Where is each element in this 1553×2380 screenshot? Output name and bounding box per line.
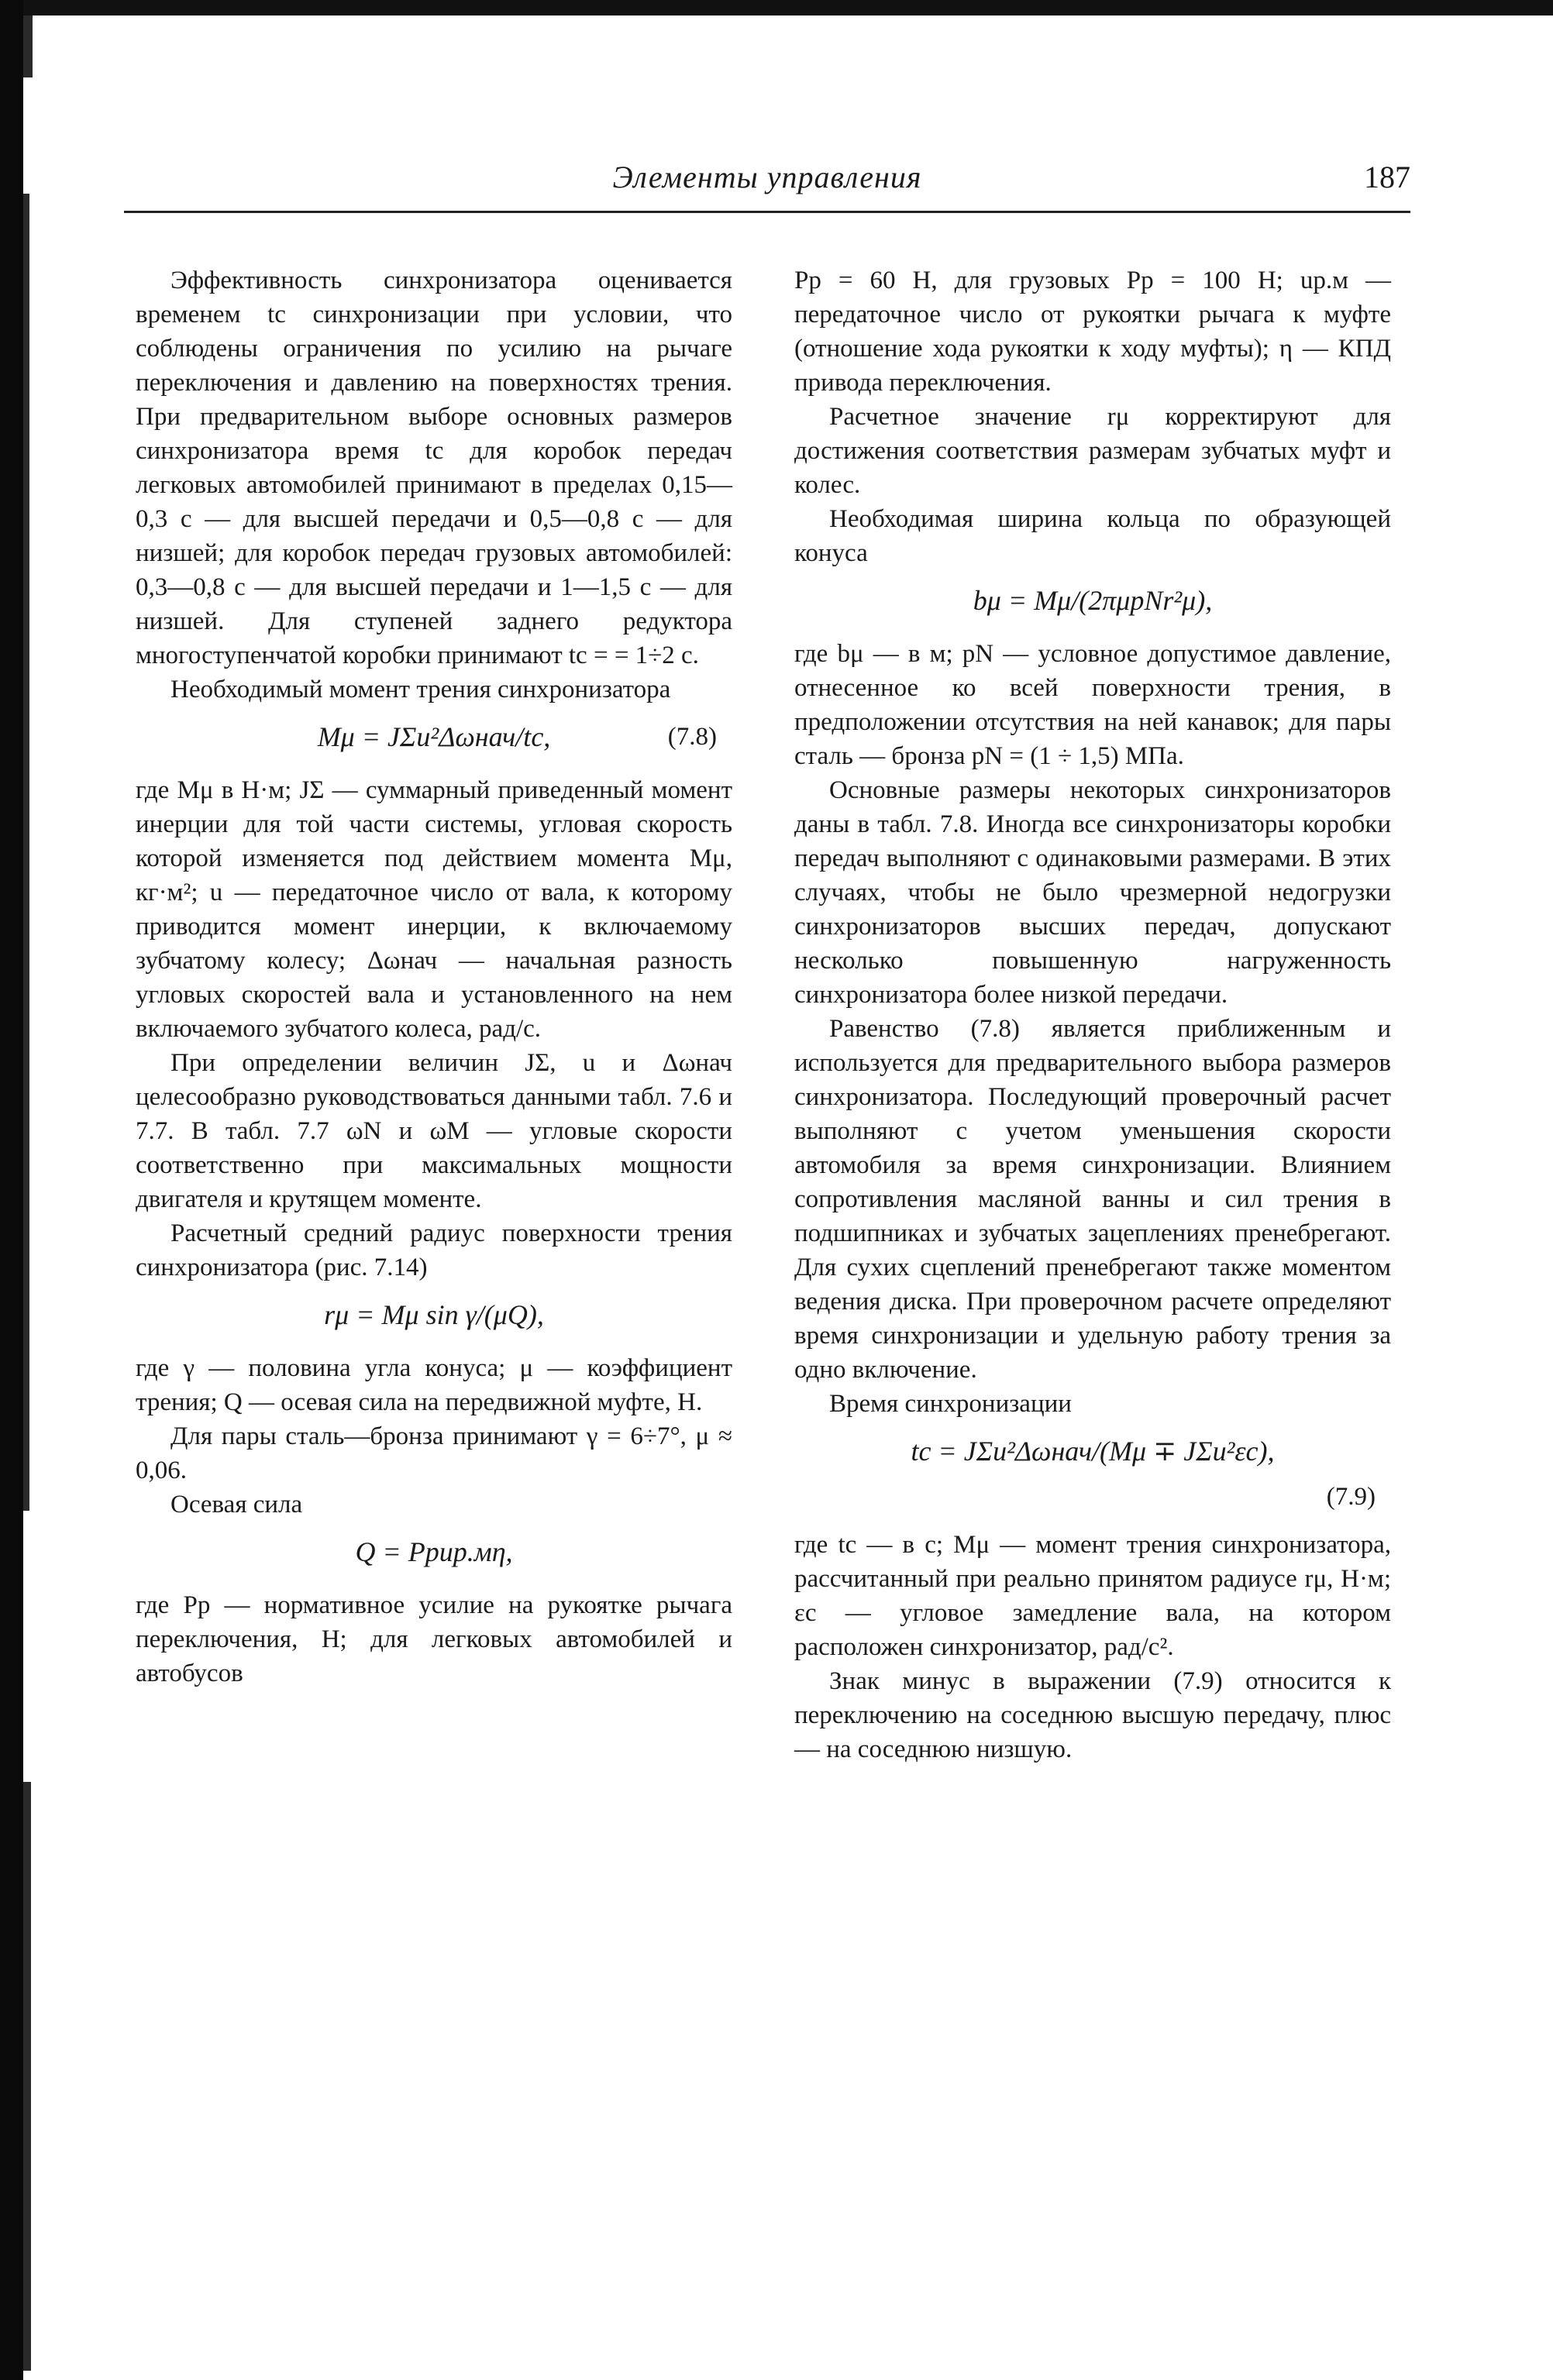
paragraph: где Pр — нормативное усилие на рукоятке рычага переключения, Н; для легковых автомобилей и автобусов [136,1591,732,1687]
running-header [124,159,1410,205]
scan-edge-mark [23,194,29,1511]
paragraph: Pр = 60 Н, для грузовых Pр = 100 Н; uр.м — передаточное число от рукоятки рычага к муфте (отношение хода рукоятки к ходу муфты); η — КПД привода переключения. [794,267,1391,397]
paragraph: Расчетное значение rμ корректируют для достижения соответствия размерам зубчатых муфт и колес. [794,403,1391,499]
formula-text: tc = JΣu²Δωнач/(Mμ ∓ JΣu²εc), [911,1436,1275,1467]
scan-edge-mark [23,15,33,77]
scan-edge-mark [23,1782,31,2371]
paragraph: Необходимая ширина кольца по образующей конуса [794,505,1391,567]
equation-number: (7.9) [1326,1483,1376,1511]
formula-radius [136,1295,732,1334]
paragraph: где Mμ в Н·м; JΣ — суммарный приведенный момент инерции для той части системы, угловая скорость которой изменяется под действием момента Mμ, кг·м²; u — передаточное число от вала, к которому приводится момент инерции, к включаемому зубчатому колесу; Δωнач — начальная разность угловых скоростей вала и установленного на нем включаемого зубчатого колеса, рад/с. [136,776,732,1043]
scan-top-edge [0,0,1553,15]
formula-ring-width [794,581,1391,620]
right-column [794,263,1391,1766]
paragraph: Основные размеры некоторых синхронизаторов даны в табл. 7.8. Иногда все синхронизаторы коробки передач выполняют с одинаковыми размерами. В этих случаях, чтобы не было чрезмерной недогрузки синхронизаторов высших передач, допускают несколько повышенную нагруженность синхронизатора более низкой передачи. [794,776,1391,1009]
paragraph: где tc — в с; Mμ — момент трения синхронизатора, рассчитанный при реально принятом радиусе rμ, Н·м; εc — угловое замедление вала, на котором расположен синхронизатор, рад/с². [794,1531,1391,1661]
paragraph: Для пары сталь—бронза принимают γ = 6÷7°, μ ≈ 0,06. [136,1422,732,1484]
paragraph: Знак минус в выражении (7.9) относится к переключению на соседнюю высшую передачу, плюс — на соседнюю низшую. [794,1667,1391,1763]
paragraph: Осевая сила [170,1491,303,1518]
paragraph: Эффективность синхронизатора оценивается временем tc синхронизации при условии, что соблюдены ограничения по усилию на рычаге переключения и давлению на поверхностях трения. При предварительном выборе основных размеров синхронизатора время tc для коробок передач легковых автомобилей принимают в пределах 0,15—0,3 с — для высшей передачи и 0,5—0,8 с — для низшей; для коробок передач грузовых автомобилей: 0,3—0,8 с — для высшей передачи и 1—1,5 с — для низшей. Для ступеней заднего редуктора многоступенчатой коробки принимают tc = = 1÷2 с. [136,267,732,669]
formula-text: bμ = Mμ/(2πμpNr²μ), [973,585,1213,616]
paragraph: где bμ — в м; pN — условное допустимое давление, отнесенное ко всей поверхности трения, в предположении отсутствия на ней канавок; для пары сталь — бронза pN = (1 ÷ 1,5) МПа. [794,640,1391,770]
page-number: 187 [1364,160,1410,194]
scan-left-edge [0,0,23,2380]
paragraph: Необходимый момент трения синхронизатора [170,676,671,703]
paragraph: Расчетный средний радиус поверхности трения синхронизатора (рис. 7.14) [136,1219,732,1281]
paragraph: где γ — половина угла конуса; μ — коэффициент трения; Q — осевая сила на передвижной муфте, Н. [136,1354,732,1416]
section-title: Элементы управления [612,160,922,194]
formula-text: Q = Pрuр.мη, [355,1536,513,1567]
paragraph: Время синхронизации [829,1390,1072,1418]
formula-text: rμ = Mμ sin γ/(μQ), [324,1299,544,1330]
left-column [136,263,732,1690]
formula-7-9 [794,1432,1391,1470]
formula-axial-force [136,1532,732,1571]
formula-7-8 [136,717,732,756]
header-rule [124,211,1410,213]
equation-number: (7.8) [667,723,717,751]
paragraph: Равенство (7.8) является приближенным и используется для предварительного выбора размеров синхронизатора. Последующий проверочный расчет выполняют с учетом уменьшения скорости автомобиля за время синхронизации. Влиянием сопротивления масляной ванны и сил трения в подшипниках и зубчатых зацеплениях пренебрегают. Для сухих сцеплений пренебрегают также моментом ведения диска. При проверочном расчете определяют время синхронизации и удельную работу трения за одно включение. [794,1015,1391,1384]
formula-text: Mμ = JΣu²Δωнач/tc, [317,721,551,752]
paragraph: При определении величин JΣ, u и Δωнач целесообразно руководствоваться данными табл. 7.6 и 7.7. В табл. 7.7 ωN и ωM — угловые скорости соответственно при максимальных мощности двигателя и крутящем моменте. [136,1049,732,1213]
